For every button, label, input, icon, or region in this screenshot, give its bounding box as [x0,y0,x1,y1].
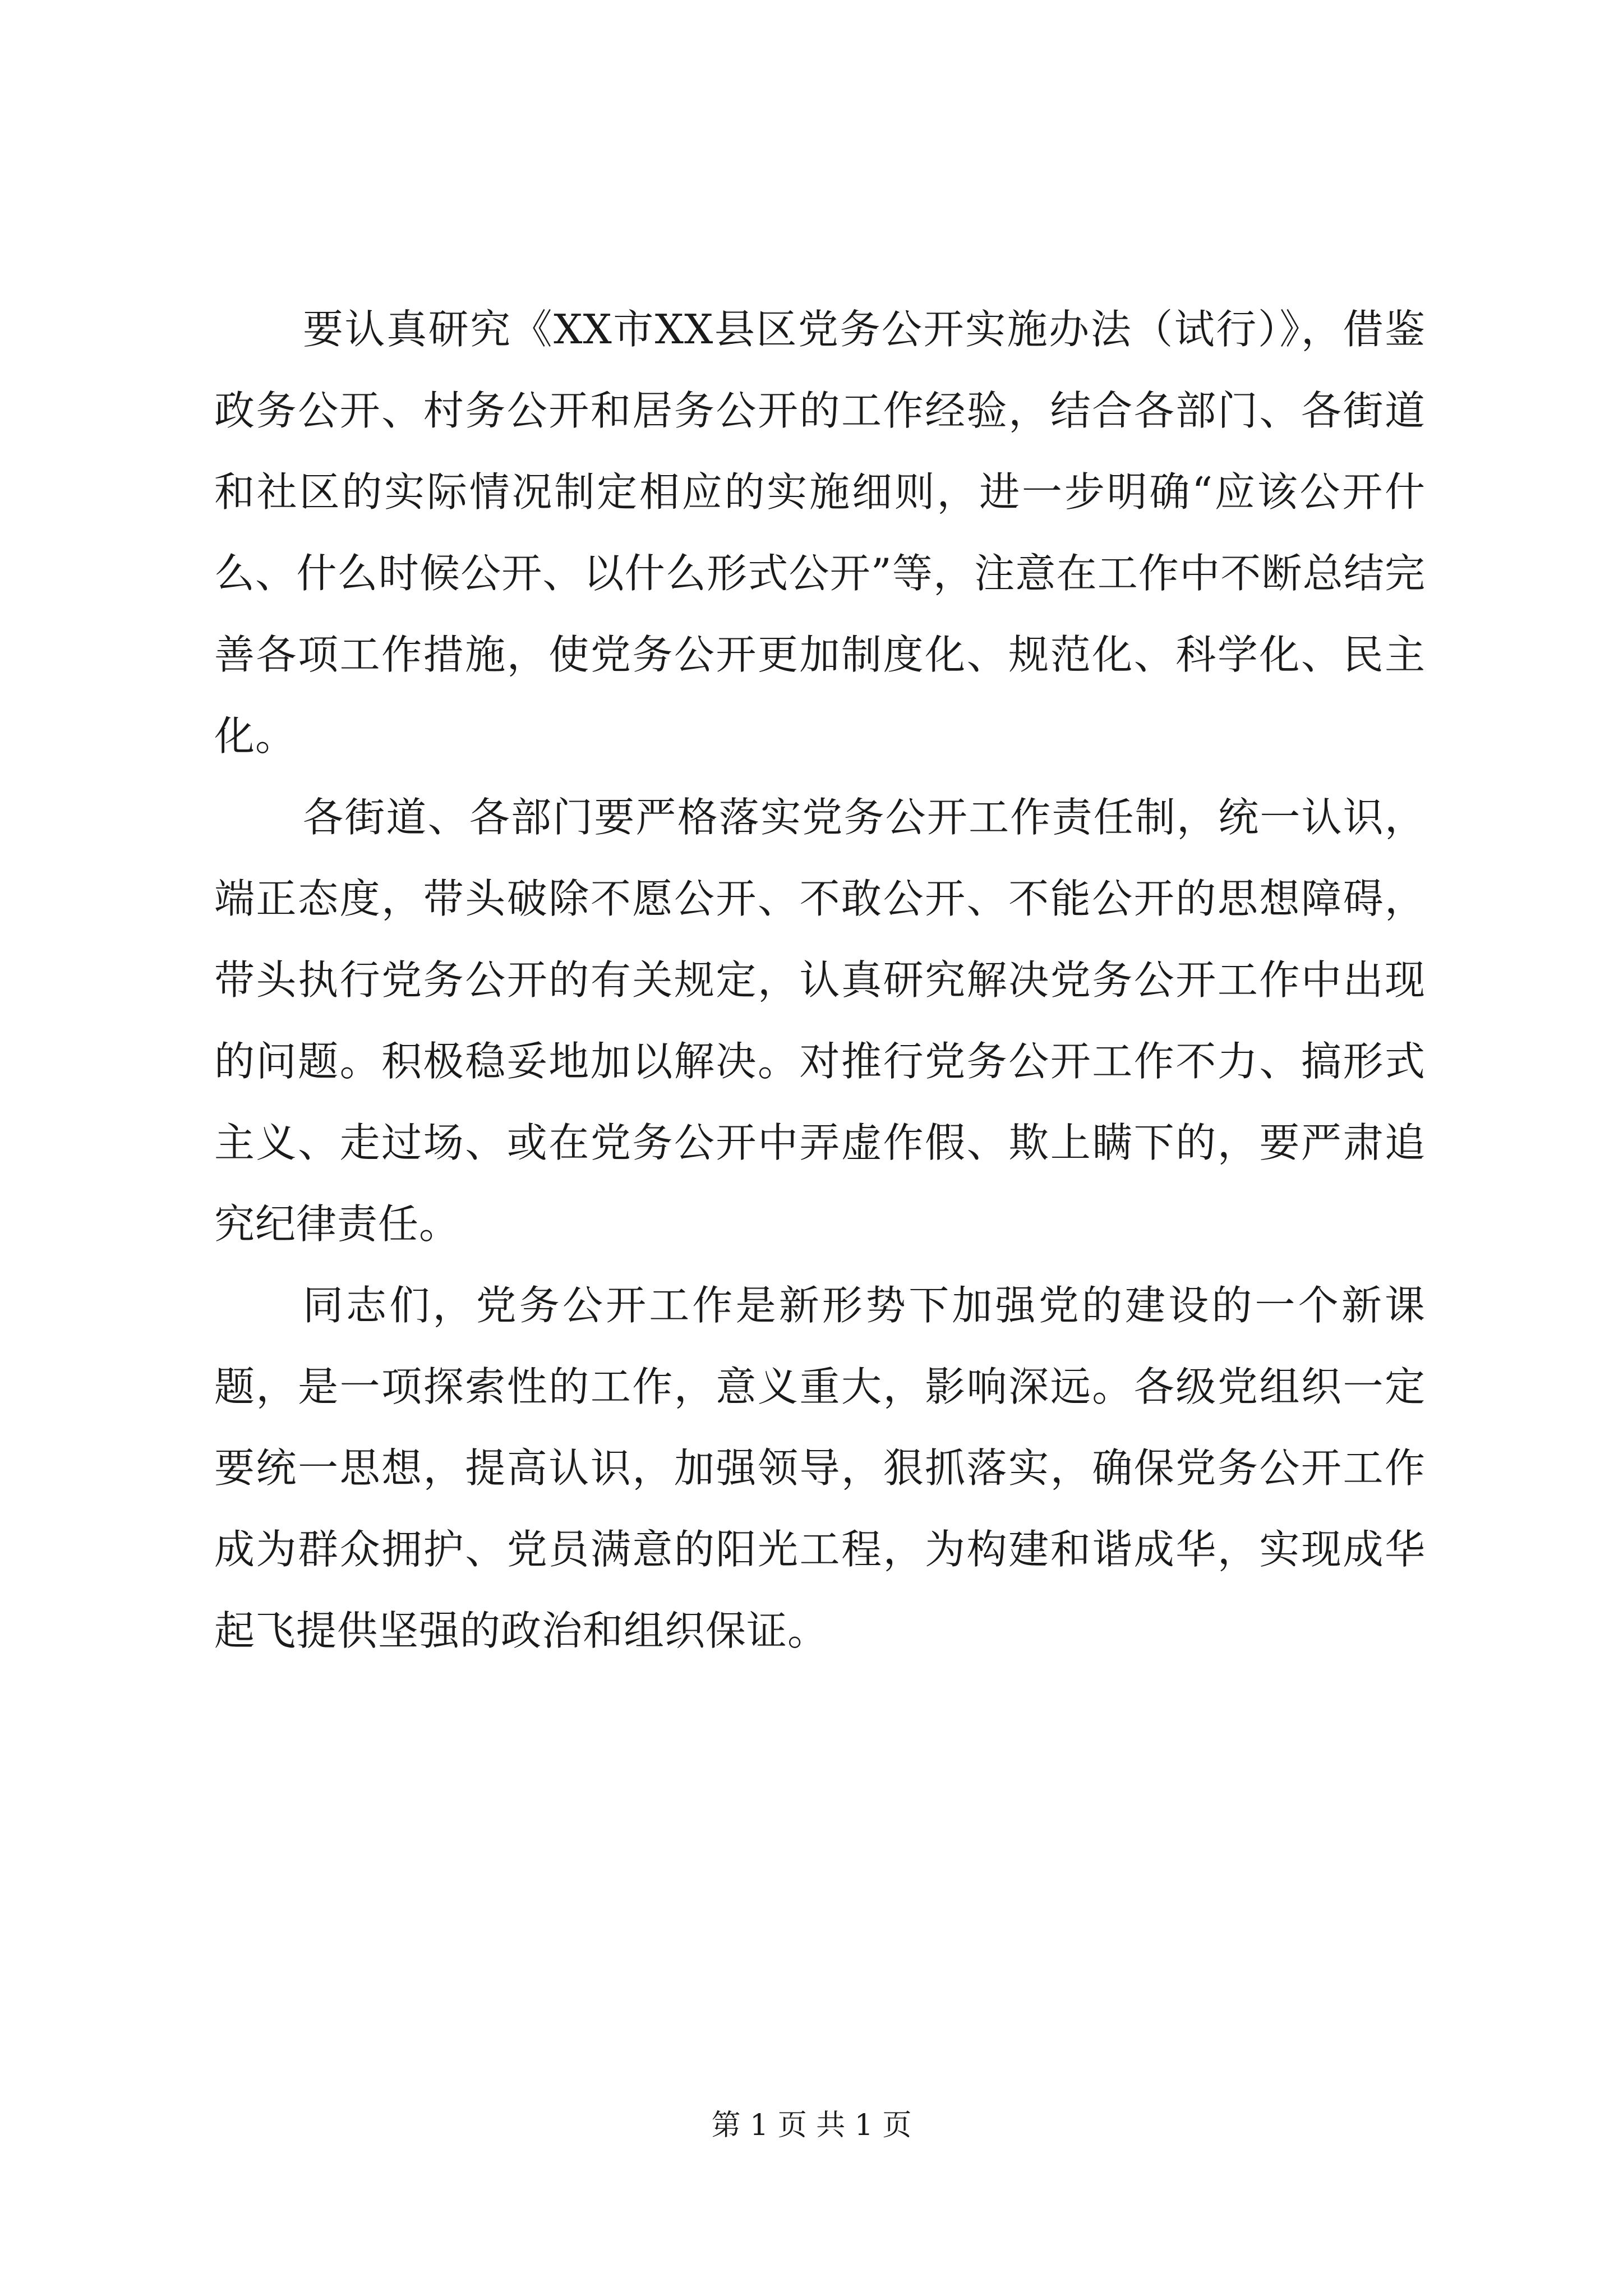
paragraph-2: 各街道、各部门要严格落实党务公开工作责任制，统一认识，端正态度，带头破除不愿公开、不敢公开、不能公开的思想障碍，带头执行党务公开的有关规定，认真研究解决党务公开工作中出现的问题。积极稳妥地加以解决。对推行党务公开工作不力、搞形式主义、走过场、或在党务公开中弄虚作假、欺上瞒下的，要严肃追究纪律责任。 [214,794,1426,1248]
document-body [214,289,1426,1672]
page-footer [0,2106,1623,2145]
paragraph-1: 要认真研究《XX市XX县区党务公开实施办法（试行）》，借鉴政务公开、村务公开和居务公开的工作经验，结合各部门、各街道和社区的实际情况制定相应的实施细则，进一步明确“应该公开什么、什么时候公开、以什么形式公开”等，注意在工作中不断总结完善各项工作措施，使党务公开更加制度化、规范化、科学化、民主化。 [214,306,1426,760]
page-number: 第 1 页 共 1 页 [711,2109,912,2142]
paragraph-3: 同志们，党务公开工作是新形势下加强党的建设的一个新课题，是一项探索性的工作，意义重大，影响深远。各级党组织一定要统一思想，提高认识，加强领导，狠抓落实，确保党务公开工作成为群众拥护、党员满意的阳光工程，为构建和谐成华，实现成华起飞提供坚强的政治和组织保证。 [214,1282,1426,1654]
